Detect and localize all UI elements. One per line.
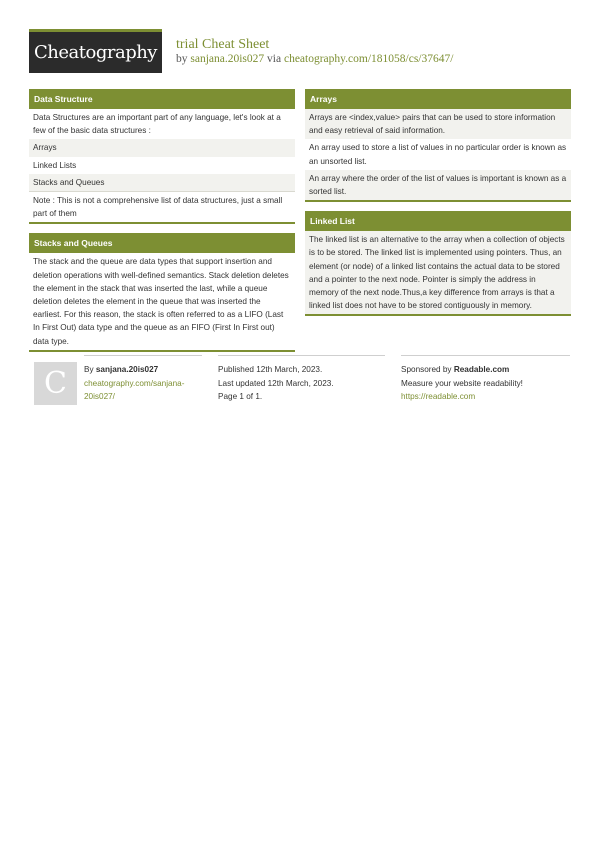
section-row: The stack and the queue are data types that support insertion and deletion operations with well-defined semantics. Stack deletion deletes the element in the stack that was inserted the last, while a queue deletion deletes the element in the queue that was inserted the earliest. For this reason, the stack is often referred to as a LIFO (Last In First Out) data type and the queue as an FIFO (First In First out) data type.: [33, 257, 289, 346]
section-row: Linked Lists: [33, 160, 77, 170]
footer-author-block: [84, 355, 202, 404]
section-title: Linked List: [305, 211, 571, 231]
divider: [84, 355, 202, 356]
sponsor-line: [401, 363, 570, 377]
sponsor-tagline: Measure your website readability!: [401, 378, 523, 388]
section-row: Arrays: [29, 139, 295, 156]
section-row: An array used to store a list of values in no particular order is known as an unsorted list.: [309, 143, 567, 166]
author-link[interactable]: sanjana.20is027: [190, 53, 265, 65]
section-note: Note : This is not a comprehensive list of data structures, just a small part of them: [29, 191, 295, 222]
section-stacks-and-queues: [29, 233, 295, 351]
page-title: trial Cheat Sheet: [176, 37, 270, 52]
sponsor-link[interactable]: https://readable.com: [401, 392, 476, 401]
section-linked-list: [305, 211, 571, 316]
section-row: Arrays are <index,value> pairs that can be used to store information and easy retrieval of said information.: [305, 109, 571, 139]
author-profile-link[interactable]: cheatography.com/sanjana-: [84, 378, 185, 388]
logo-text: Cheatography: [34, 42, 157, 63]
section-data-structure: [29, 89, 295, 224]
footer-author-line: [84, 363, 202, 377]
avatar[interactable]: [34, 362, 77, 405]
footer-author-name[interactable]: sanjana.20is027: [95, 365, 159, 374]
section-title: Arrays: [305, 89, 571, 109]
via-text: via: [267, 53, 282, 65]
section-row: Stacks and Queues: [29, 174, 295, 191]
byline: [176, 53, 453, 65]
left-column: [29, 89, 295, 361]
updated-date: Last updated 12th March, 2023.: [218, 378, 334, 388]
sheet-url-link[interactable]: cheatography.com/181058/cs/37647/: [283, 53, 454, 65]
sponsor-prefix: Sponsored by: [401, 365, 452, 374]
by-prefix: by: [176, 53, 188, 65]
footer-sponsor-block: [401, 355, 570, 404]
divider: [218, 355, 385, 356]
section-arrays: [305, 89, 571, 202]
footer-publish-block: [218, 355, 385, 404]
page-number: Page 1 of 1.: [218, 392, 263, 401]
avatar-letter: C: [44, 366, 67, 401]
sponsor-name[interactable]: Readable.com: [453, 365, 510, 374]
published-date: Published 12th March, 2023.: [218, 365, 323, 374]
section-row: An array where the order of the list of values is important is known as a sorted list.: [305, 170, 571, 200]
section-row: Data Structures are an important part of any language, let's look at a few of the basic data structures :: [33, 113, 281, 136]
by-label: By: [84, 365, 94, 374]
section-title: Stacks and Queues: [29, 233, 295, 253]
section-row: The linked list is an alternative to the array when a collection of objects is to be stored. The linked list is implemented using pointers. Thus, an element (or node) of a linked list contains the actual data to be stored and a pointer to the next node. Pointer is simply the address in memory of the next node.Thus,a key difference from arrays is that a linked list does not have to be stored contiguously in memory.: [305, 231, 571, 314]
cheatography-logo[interactable]: [29, 29, 162, 73]
right-column: [305, 89, 571, 325]
divider: [401, 355, 570, 356]
section-title: Data Structure: [29, 89, 295, 109]
page-footer: [29, 355, 570, 415]
author-profile-link-cont[interactable]: 20is027/: [84, 392, 115, 401]
